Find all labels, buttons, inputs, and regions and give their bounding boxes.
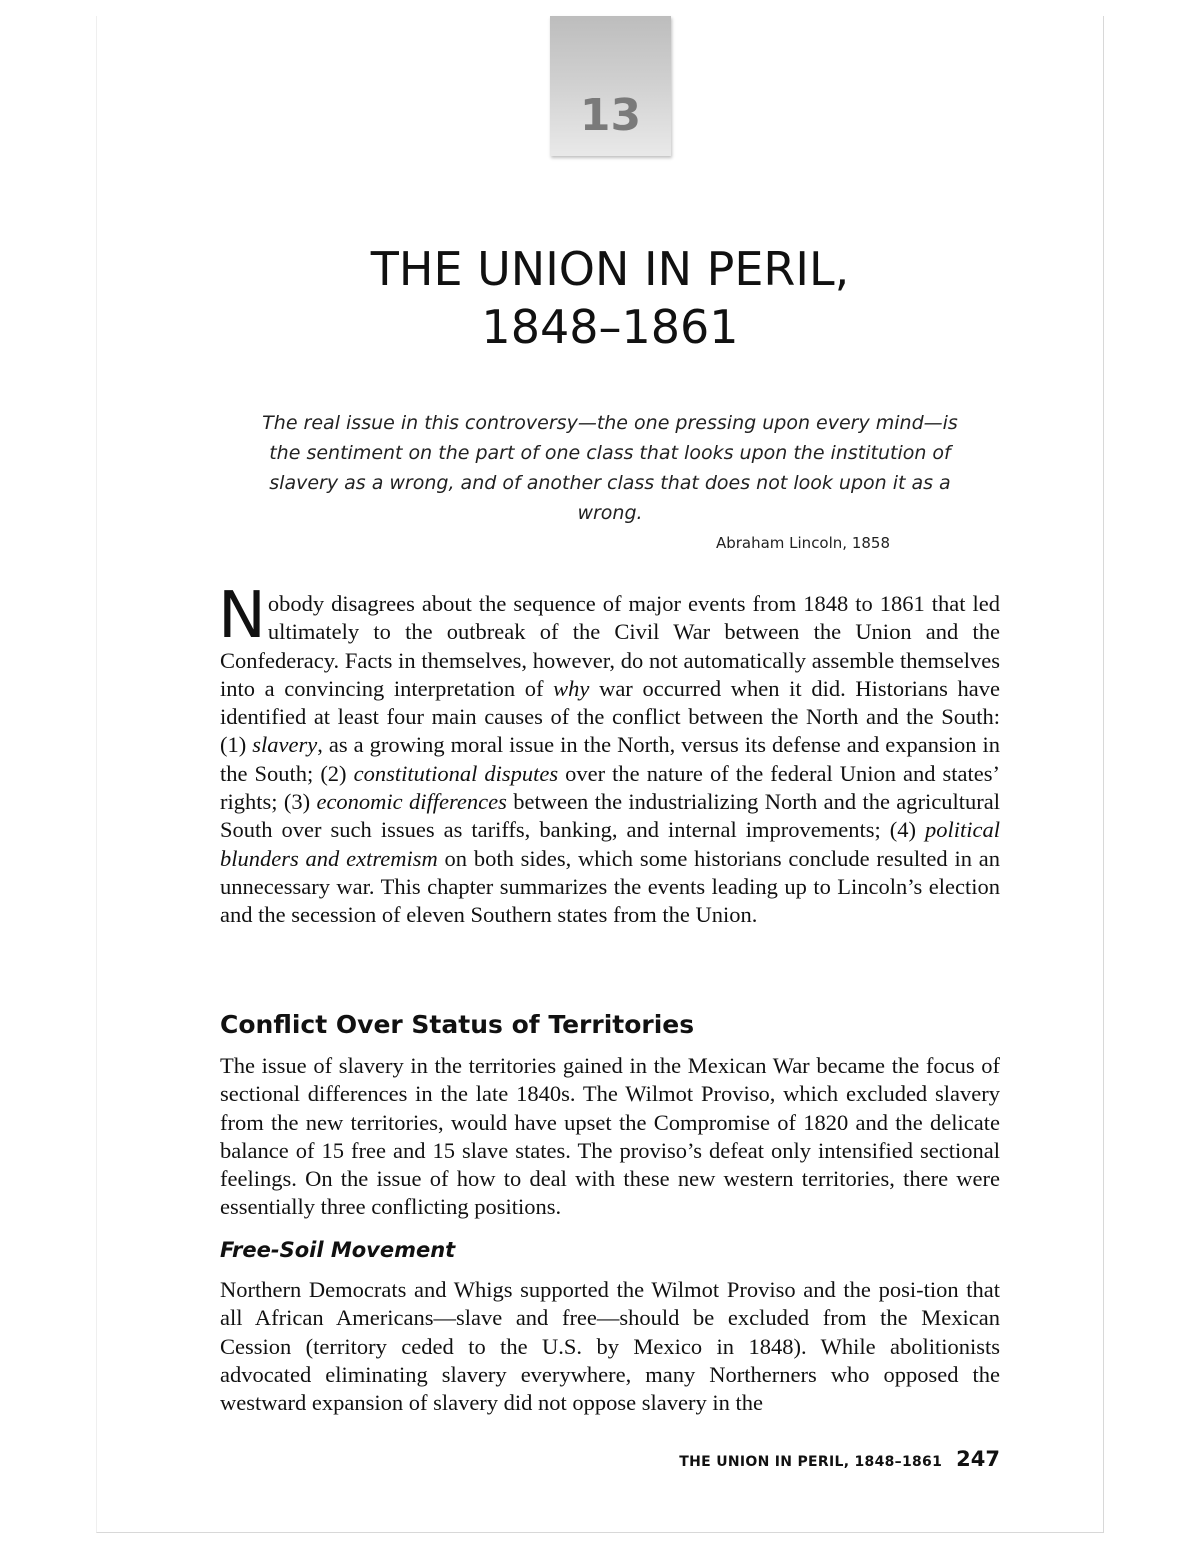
free-soil-paragraph: Northern Democrats and Whigs supported the Wilmot Proviso and the posi-tion that all African Americans—slave and free—should be excluded from the Mexican Cession (territory ceded to the U.S. by Mexico in 1848). While abolitionists advocated eliminating slavery everywhere, many Northerners who opposed the westward expansion of slavery did not oppose slavery in the bbox=[220, 1277, 1000, 1416]
intro-text-3: , as a growing moral issue in the North, versus its defense and expansion in the South; (2) bbox=[220, 732, 1000, 786]
intro-text-6: on both sides, which some historians conclude resulted in an unnecessary war. This chapter summarizes the events leading up to Lincoln’s election and the secession of eleven Southern states from the Union. bbox=[220, 845, 1000, 928]
intro-emphasis-constitutional: constitutional disputes bbox=[353, 760, 559, 786]
page-footer bbox=[560, 1447, 1000, 1471]
chapter-number: 13 bbox=[579, 90, 642, 141]
territories-paragraph: The issue of slavery in the territories gained in the Mexican War became the focus of sectional differences in the late 1840s. The Wilmot Proviso, which excluded slavery from the new territories, would have upset the Compromise of 1820 and the delicate balance of 15 free and 15 slave states. The proviso’s defeat only intensified sectional feelings. On the issue of how to deal with these new western territories, there were essentially three conflicting positions. bbox=[220, 1053, 1000, 1220]
chapter-title bbox=[220, 240, 1000, 356]
chapter-number-tab bbox=[550, 16, 671, 156]
intro-emphasis-political: political blunders and extremism bbox=[220, 817, 1000, 871]
intro-emphasis-slavery: slavery bbox=[252, 732, 318, 758]
epigraph-quote: The real issue in this controversy—the one pressing upon every mind—is the sentiment on the part of one class that looks upon the institution of slavery as a wrong, and of another class that does not look upon it as a wrong. bbox=[262, 412, 958, 524]
intro-text-2: war occurred when it did. Historians have identified at least four main causes of the conflict between the North and the South: (1) bbox=[220, 675, 1000, 758]
section-heading-territories: Conflict Over Status of Territories bbox=[220, 1010, 695, 1039]
intro-text-1: obody disagrees about the sequence of major events from 1848 to 1861 that led ultimately to the outbreak of the Civil War between the Union and the Confederacy. Facts in themselves, however, do not automatically assemble themselves into a convincing interpretation of bbox=[220, 591, 1000, 701]
intro-paragraph bbox=[218, 579, 1000, 930]
intro-text-5: between the industrializing North and the agricultural South over such issues as tariffs, banking, and internal improvements; (4) bbox=[220, 789, 1000, 843]
epigraph-attribution: Abraham Lincoln, 1858 bbox=[715, 534, 890, 552]
chapter-title-line-2: 1848–1861 bbox=[481, 300, 739, 354]
running-title: THE UNION IN PERIL, 1848–1861 bbox=[679, 1454, 943, 1470]
page-number: 247 bbox=[956, 1447, 1000, 1471]
subsection-heading-free-soil: Free-Soil Movement bbox=[220, 1238, 456, 1262]
chapter-title-line-1: THE UNION IN PERIL, bbox=[370, 242, 850, 296]
intro-emphasis-economic: economic differences bbox=[316, 789, 507, 815]
drop-cap: N bbox=[218, 579, 266, 653]
intro-emphasis-why: why bbox=[553, 675, 590, 701]
intro-text-4: over the nature of the federal Union and states’ rights; (3) bbox=[220, 760, 1000, 815]
